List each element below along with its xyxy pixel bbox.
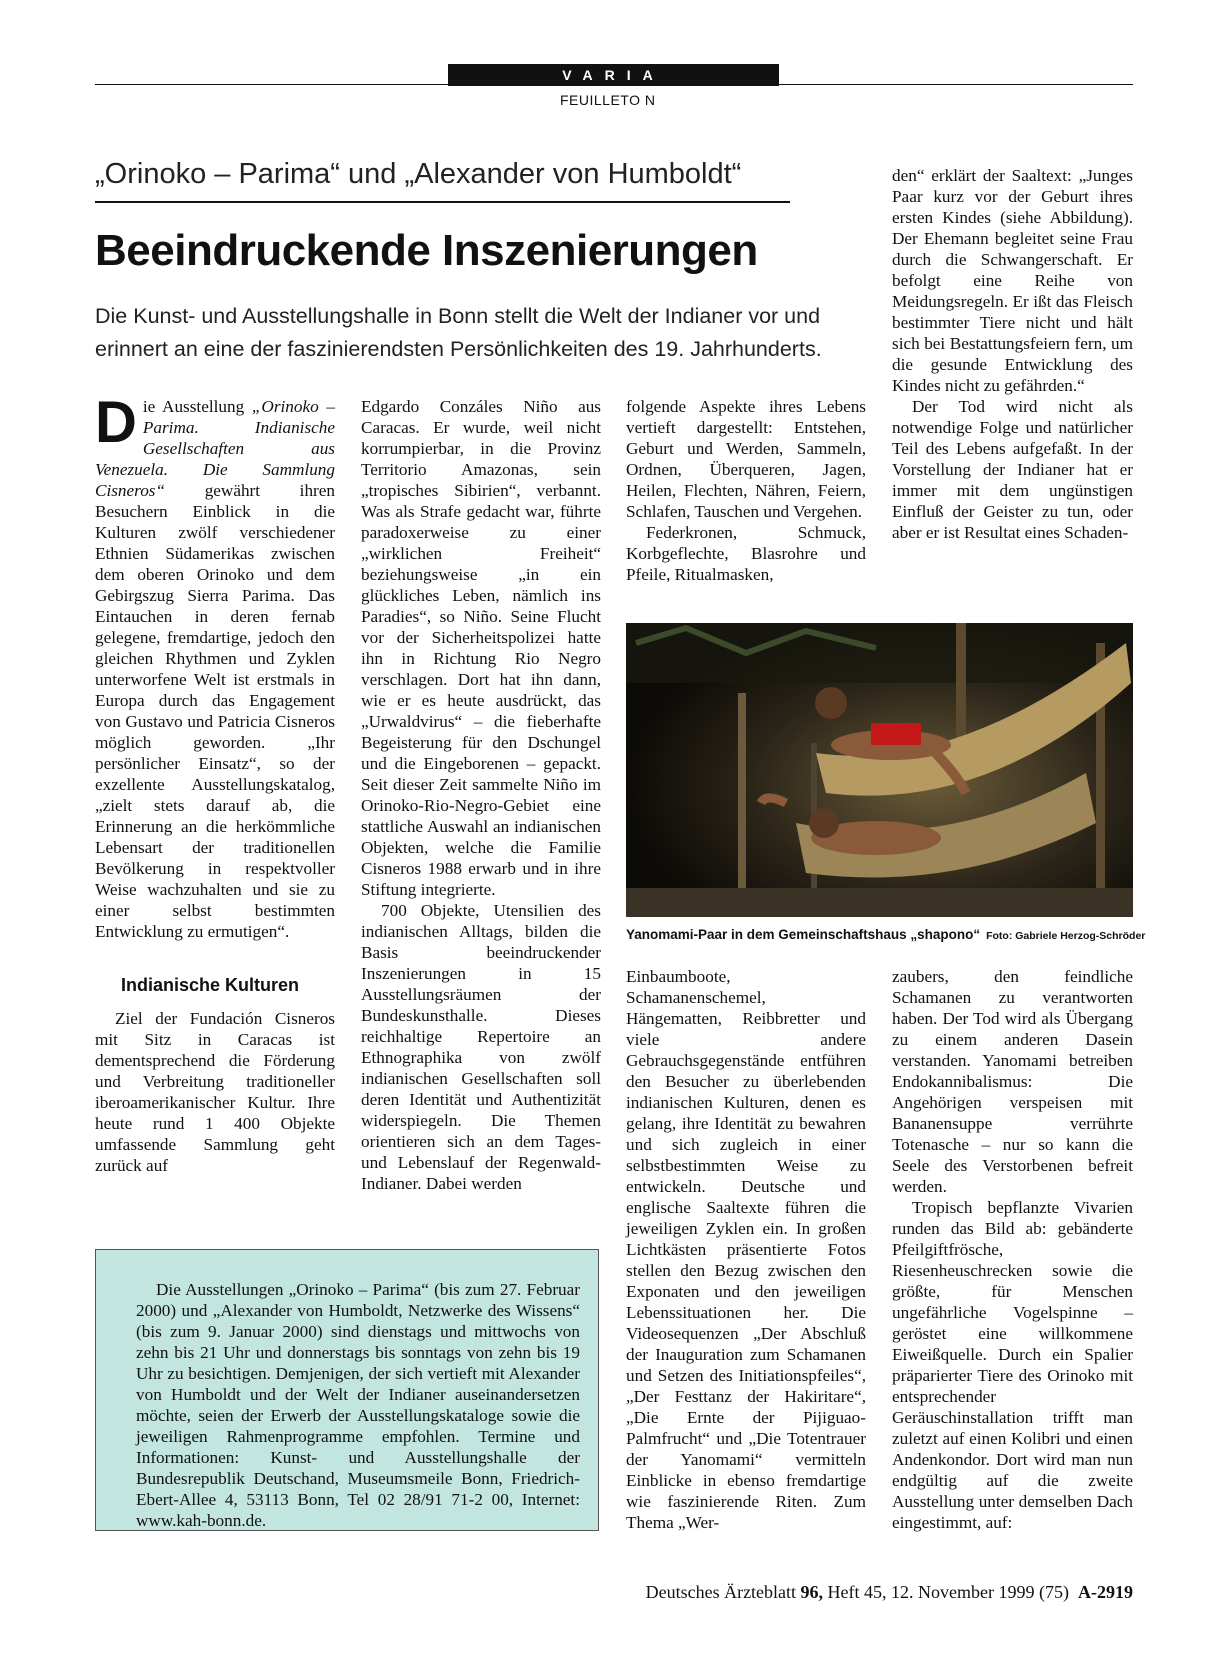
photo-credit: Foto: Gabriele Herzog-Schröder: [986, 930, 1146, 942]
header-rule: [95, 84, 1133, 85]
text-column-4-lower: [892, 966, 1133, 1533]
paragraph-text: gewährt ihren Besuchern Einblick in die Kulturen zwölf verschiedener Ethnien Südamerikas zwischen dem oberen Orinoko und dem Gebirgszug Sierra Parima. Das Eintauchen in deren fernab gelegene, fremdartige, jedoch den gleichen Rhythmen und Zyklen unterworfene Welt ist erstmals in Europa durch das Engagement von Gustavo und Patricia Cisneros möglich geworden. „Ihr persönlicher Einsatz“, so der exzellente Ausstellungskatalog, „zielt stets darauf ab, die Erinnerung an die herkömmliche Lebensart der traditionellen Bevölkerung in respektvoller Weise wachzuhalten und sie zu einer selbst bestimmten Entwicklung zu ermutigen“.: [95, 481, 335, 941]
paragraph: Tropisch bepflanzte Vivarien runden das Bild ab: gebänderte Pfeilgiftfrösche, Riesenheuschrecken sowie die größte, für Menschen ungefährliche Vogelspinne – geröstet eine willkommene Eiweißquelle. Durch ein Spalier präparierter Tiere des Orinoko mit entsprechender Geräuschinstallation trifft man zuletzt auf einen Kolibri und einen Andenkondor. Dort wird man nun endgültig auf die zweite Ausstellung unter demselben Dach eingestimmt, auf:: [892, 1198, 1133, 1532]
article-kicker: „Orinoko – Parima“ und „Alexander von Humboldt“: [95, 158, 742, 190]
text-column-1: [95, 390, 335, 1176]
page-number: A-2919: [1078, 1582, 1133, 1602]
section-label: FEUILLETO N: [560, 92, 656, 108]
hammock-photo-image: [626, 623, 1133, 917]
paragraph-intro: ie Ausstellung: [142, 397, 252, 416]
drop-cap: D: [95, 390, 137, 455]
paragraph: folgende Aspekte ihres Lebens vertieft dargestellt: Entstehen, Geburt und Werden, Sammeln, Ordnen, Überqueren, Jagen, Heilen, Flechten, Nähren, Feiern, Schlafen, Tauschen und Vergehen.: [626, 397, 866, 521]
journal-name: Deutsches Ärzteblatt: [645, 1582, 797, 1602]
rubric-bar: VARIA: [448, 64, 779, 86]
paragraph: zaubers, den feindliche Schamanen zu verantworten haben. Der Tod wird als Übergang zu einem anderen Dasein verstanden. Yanomami betreiben Endokannibalismus: Die Angehörigen verspeisen mit Bananensuppe verrührte Totenasche – nur so kann die Seele des Verstorbenen befreit werden.: [892, 967, 1133, 1196]
photo-caption: [626, 926, 1145, 944]
paragraph: Edgardo Conzáles Niño aus Caracas. Er wurde, weil nicht korrumpierbar, in die Provinz Territorio Amazonas, sein „tropisches Sibirien“, verbannt. Was als Strafe gedacht war, führte paradoxerweise zu einer „wirklichen Freiheit“ beziehungsweise „in ein glückliches Leben, nämlich ins Paradies“, so Niño. Seine Flucht vor der Sicherheitspolizei hatte ihn in Richtung Rio Negro verschlagen. Dort hat ihn dann, wie er es heute ausdrückt, das „Urwaldvirus“ – die fieberhafte Begeisterung für den Dschungel und die Eingeborenen – gepackt. Seit dieser Zeit sammelte Niño im Orinoko-Rio-Negro-Gebiet eine stattliche Auswahl an indianischen Objekten, welche die Familie Cisneros 1988 erwarb und in ihre Stiftung integrierte.: [361, 397, 601, 899]
info-box: [95, 1249, 599, 1531]
text-column-3-lower: [626, 966, 866, 1533]
exhibition-title: „Orinoko – Parima. Indianische Gesellschaften aus Venezuela. Die Sammlung Cisneros“: [95, 397, 335, 500]
paragraph: Der Tod wird nicht als notwendige Folge und natürlicher Teil des Lebens aufgefaßt. In der Vorstellung der Indianer hat er immer mit dem ungünstigen Einfluß der Geister zu tun, oder aber er ist Resultat eines Schaden-: [892, 397, 1133, 542]
text-column-2: [361, 396, 601, 1194]
paragraph: Ziel der Fundación Cisneros mit Sitz in Caracas ist dementsprechend die Förderung und Verbreitung traditioneller iberoamerikanischer Kultur. Ihre heute rund 1 400 Objekte umfassende Sammlung geht zurück auf: [95, 1009, 335, 1175]
article-headline: Beeindruckende Inszenierungen: [95, 226, 758, 275]
caption-text: Yanomami-Paar in dem Gemeinschaftshaus „shapono“: [626, 927, 981, 942]
article-photo: [626, 623, 1133, 917]
article-lead: Die Kunst- und Ausstellungshalle in Bonn stellt die Welt der Indianer vor und erinnert an eine der faszinierendsten Persönlichkeiten des 19. Jahrhunderts.: [95, 304, 822, 361]
volume-number: 96,: [800, 1582, 824, 1602]
issue-info: Heft 45, 12. November 1999 (75): [827, 1582, 1069, 1602]
paragraph: [95, 390, 335, 942]
text-column-3: [626, 396, 866, 585]
info-box-text: Die Ausstellungen „Orinoko – Parima“ (bis zum 27. Februar 2000) und „Alexander von Humboldt, Netzwerke des Wissens“ (bis zum 9. Januar 2000) sind dienstags und mittwochs von zehn bis 21 Uhr und donnerstags bis sonntags von zehn bis 19 Uhr zu besichtigen. Demjenigen, der sich vertieft mit Alexander von Humboldt und der Welt der Indianer auseinandersetzen möchte, seien der Erwerb der Ausstellungskataloge sowie die jeweiligen Rahmenprogramme empfohlen. Termine und Informationen: Kunst- und Ausstellungshalle der Bundesrepublik Deutschand, Museumsmeile Bonn, Friedrich-Ebert-Allee 4, 53113 Bonn, Tel 02 28/91 71-2 00, Internet: www.kah-bonn.de.: [136, 1280, 580, 1530]
paragraph: 700 Objekte, Utensilien des indianischen Alltags, bilden die Basis beeindruckender Inszenierungen in 15 Ausstellungsräumen der Bundeskunsthalle. Dieses reichhaltige Repertoire an Ethnographika von zwölf indianischen Gesellschaften soll deren Identität und Authentizität widerspiegeln. Die Themen orientieren sich an dem Tages- und Lebenslauf der Regenwald-Indianer. Dabei werden: [361, 901, 601, 1193]
paragraph: Federkronen, Schmuck, Korbgeflechte, Blasrohre und Pfeile, Ritualmasken,: [626, 523, 866, 584]
paragraph: den“ erklärt der Saaltext: „Junges Paar kurz vor der Geburt ihres ersten Kindes (siehe Abbildung). Der Ehemann begleitet seine Frau durch die Schwangerschaft. Er befolgt eine Reihe von Meidungsregeln. Er ißt das Fleisch bestimmter Tiere nicht und hält sich bei Bestattungsfeiern fern, um die gesunde Entwicklung des Kindes nicht zu gefährden.“: [892, 166, 1133, 395]
paragraph: Einbaumboote, Schamanenschemel, Hängematten, Reibbretter und viele andere Gebrauchsgegenstände entführen den Besucher zu überlebenden indianischen Kulturen, denen es gelang, ihre Identität zu bewahren und sich zugleich in einer selbstbestimmten Weise zu entwickeln. Deutsche und englische Saaltexte führen die jeweiligen Zyklen ein. In großen Lichtkästen präsentierte Fotos stellen den Bezug zwischen den Exponaten und den jeweiligen Lebenssituationen her. Die Videosequenzen „Der Abschluß der Inauguration zum Schamanen und Setzen des Initiationspfeiles“, „Der Festtanz der Hakiritare“, „Die Ernte der Pijiguao-Palmfrucht“ und „Die Totentrauer der Yanomami“ vermitteln Einblicke in ebenso fremdartige wie faszinierende Riten. Zum Thema „Wer-: [626, 967, 866, 1532]
subheading: Indianische Kulturen: [121, 975, 300, 995]
kicker-rule: [95, 201, 790, 203]
text-column-4: [892, 165, 1133, 543]
page-footer: [646, 1582, 1133, 1603]
